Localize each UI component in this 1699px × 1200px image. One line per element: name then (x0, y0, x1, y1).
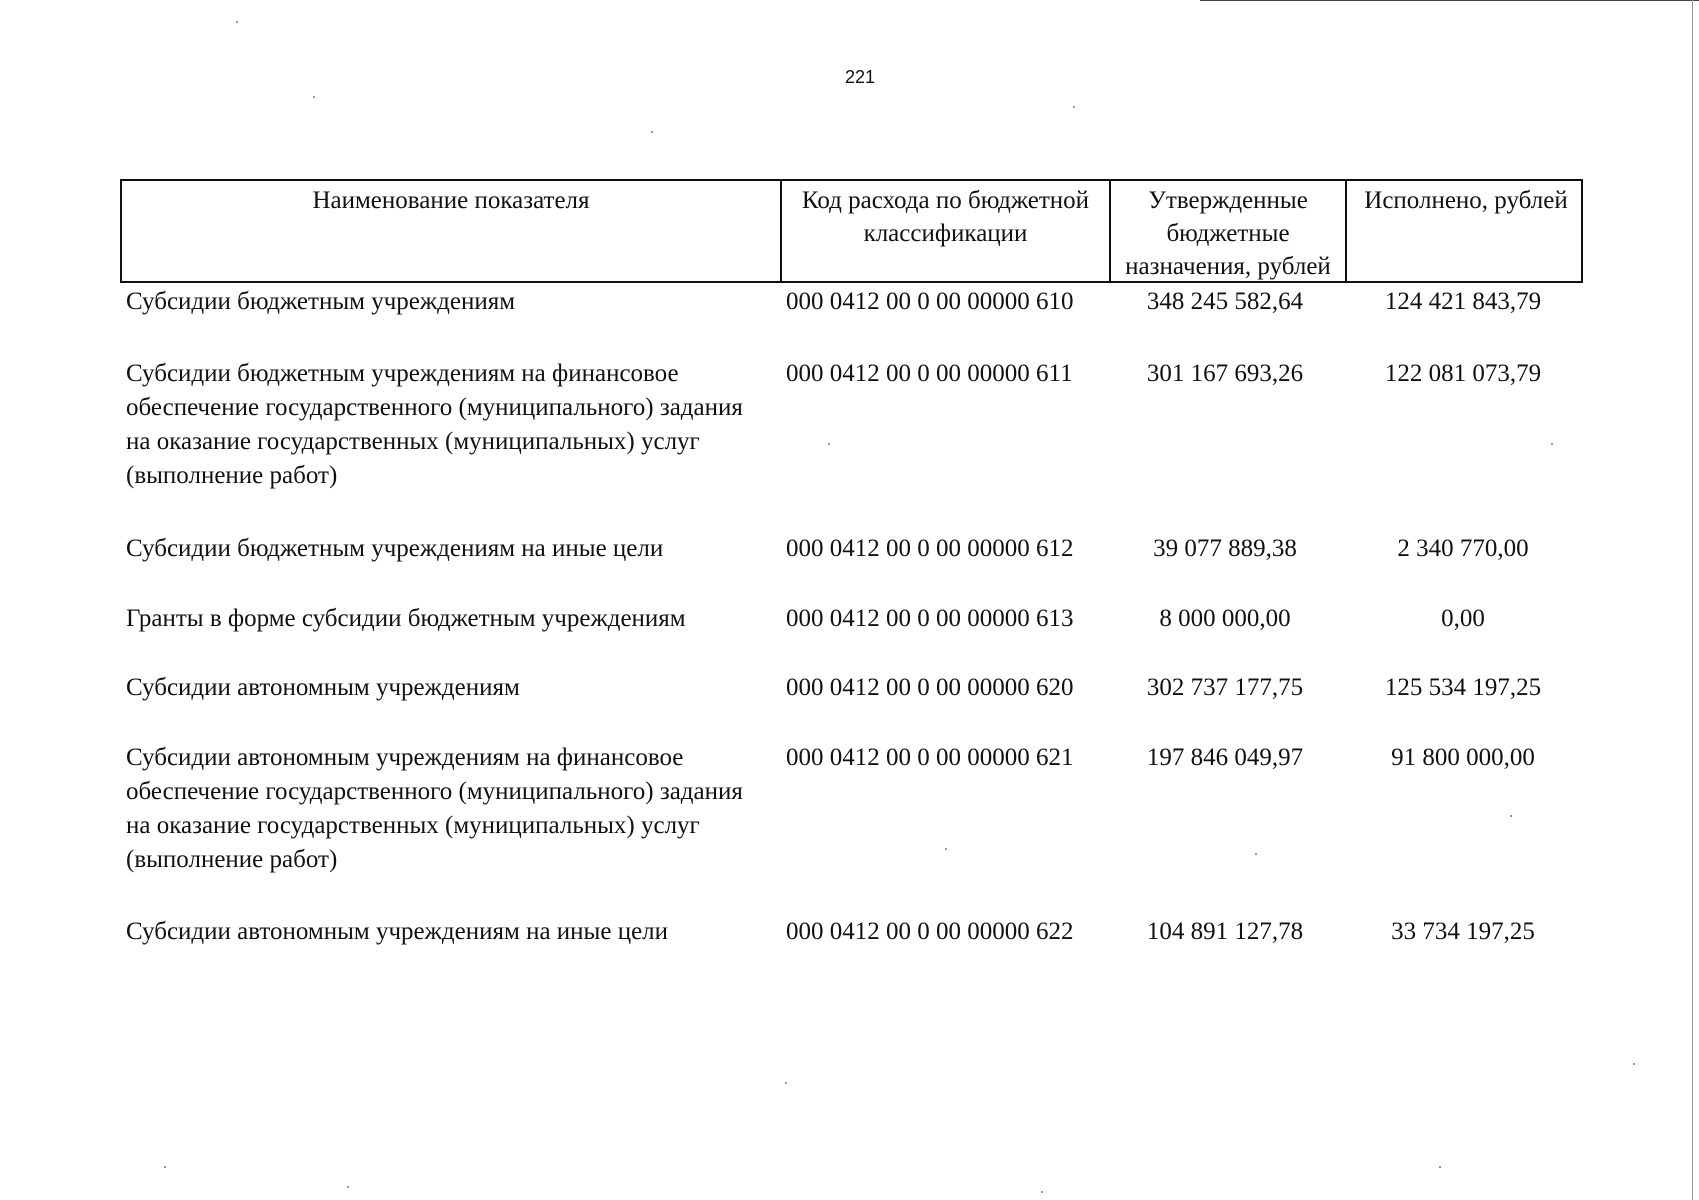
row-executed: 122 081 073,79 (1384, 360, 1542, 387)
row-code: 000 0412 00 0 00 00000 620 (786, 674, 1074, 701)
scan-speck (1633, 1063, 1635, 1065)
scan-top-edge (1200, 0, 1699, 1)
row-approved: 301 167 693,26 (1146, 360, 1304, 387)
row-name: Гранты в форме субсидии бюджетным учреждениям (126, 605, 686, 632)
row-name: Субсидии автономным учреждениям на финансовое обеспечение государственного (муниципального) задания на оказание государственных (муниципальных) услуг (выполнение работ) (126, 744, 743, 873)
row-approved: 104 891 127,78 (1146, 918, 1304, 945)
row-executed: 0,00 (1441, 605, 1485, 632)
row-approved: 39 077 889,38 (1153, 535, 1297, 562)
table-row (120, 741, 1583, 915)
row-executed: 2 340 770,00 (1397, 535, 1529, 562)
row-approved: 348 245 582,64 (1146, 288, 1304, 315)
table-row (120, 915, 1583, 975)
page-number: 221 (844, 67, 876, 87)
scan-speck (1073, 106, 1075, 108)
row-code: 000 0412 00 0 00 00000 612 (786, 535, 1074, 562)
row-name: Субсидии бюджетным учреждениям на иные цели (126, 535, 664, 562)
row-approved: 197 846 049,97 (1146, 744, 1304, 771)
scan-speck (651, 131, 653, 133)
row-name: Субсидии бюджетным учреждениям на финансовое обеспечение государственного (муниципального) задания на оказание государственных (муниципальных) услуг (выполнение работ) (126, 360, 743, 489)
scan-speck (347, 1186, 349, 1188)
table-row (120, 532, 1583, 602)
row-name: Субсидии автономным учреждениям (126, 674, 520, 701)
scan-speck (1439, 1166, 1441, 1168)
header-approved-amount: Утвержденные бюджетные назначения, рублей (1109, 181, 1345, 283)
row-code: 000 0412 00 0 00 00000 622 (786, 918, 1074, 945)
row-code: 000 0412 00 0 00 00000 621 (786, 744, 1074, 771)
row-code: 000 0412 00 0 00 00000 611 (786, 360, 1073, 387)
scan-speck (164, 1166, 166, 1168)
table-header (120, 179, 1583, 283)
row-code: 000 0412 00 0 00 00000 610 (786, 288, 1074, 315)
scan-speck (1255, 853, 1257, 855)
row-approved: 8 000 000,00 (1159, 605, 1291, 632)
row-executed: 125 534 197,25 (1384, 674, 1542, 701)
header-executed-amount: Исполнено, рублей (1345, 181, 1585, 283)
table-row (120, 602, 1583, 671)
row-executed: 91 800 000,00 (1391, 744, 1535, 771)
budget-table (120, 179, 1583, 975)
header-expense-code: Код расхода по бюджетной классификации (780, 181, 1109, 283)
row-name: Субсидии бюджетным учреждениям (126, 288, 516, 315)
table-row (120, 671, 1583, 741)
table-row (120, 285, 1583, 357)
header-indicator-name: Наименование показателя (312, 187, 590, 214)
scan-speck (945, 848, 947, 850)
scan-right-edge (1692, 0, 1693, 1200)
scan-speck (828, 443, 830, 445)
scan-speck (785, 1082, 787, 1084)
scan-speck (1510, 815, 1512, 817)
table-row (120, 357, 1583, 532)
scan-speck (1551, 443, 1553, 445)
row-executed: 124 421 843,79 (1384, 288, 1542, 315)
row-code: 000 0412 00 0 00 00000 613 (786, 605, 1074, 632)
row-approved: 302 737 177,75 (1146, 674, 1304, 701)
scan-speck (313, 96, 315, 98)
row-name: Субсидии автономным учреждениям на иные цели (126, 918, 669, 945)
scan-speck (236, 21, 238, 23)
scan-speck (1041, 1191, 1043, 1193)
row-executed: 33 734 197,25 (1391, 918, 1535, 945)
